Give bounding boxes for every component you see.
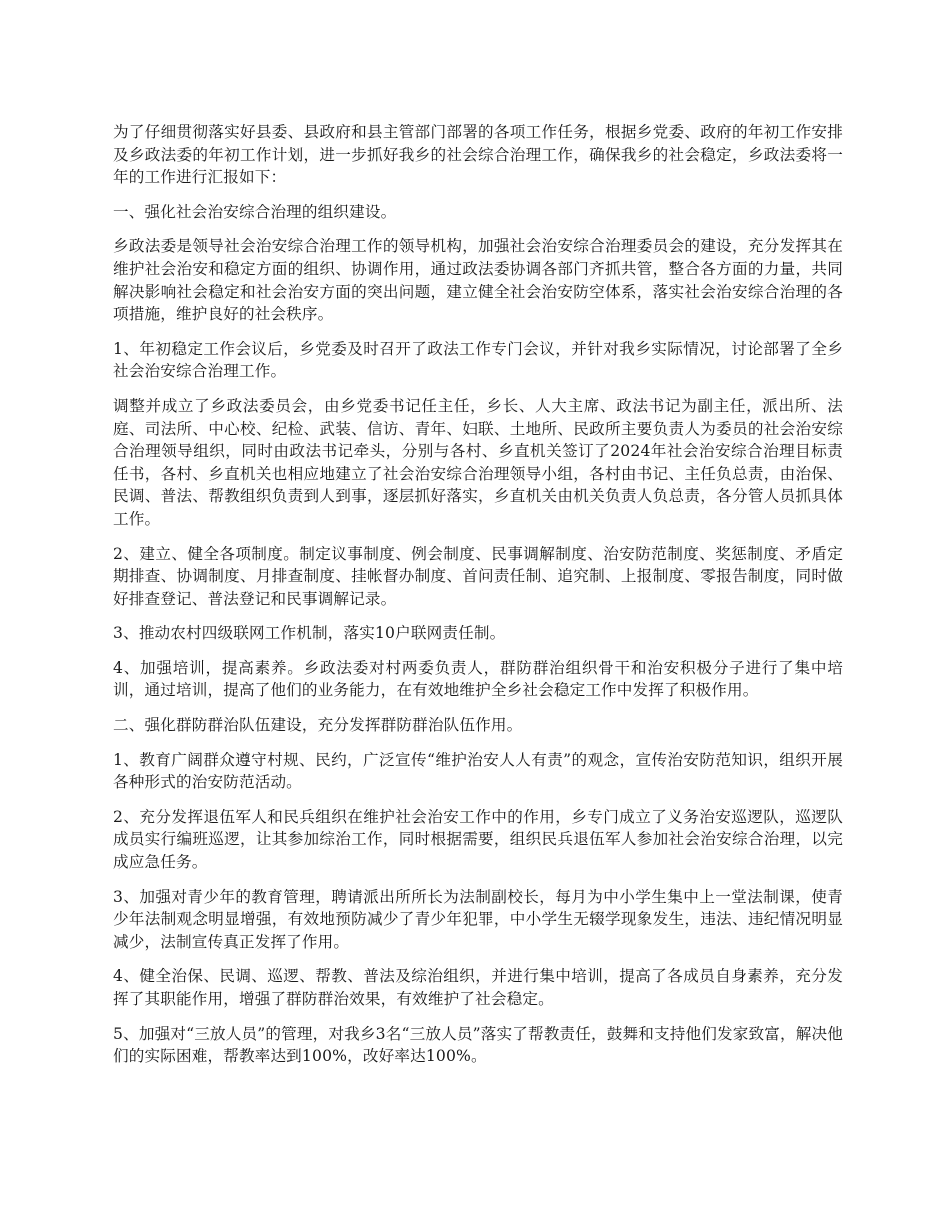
list-item: 4、加强培训，提高素养。乡政法委对村两委负责人，群防群治组织骨干和治安积极分子进行了集中培训，通过培训，提高了他们的业务能力，在有效地维护全乡社会稳定工作中发挥了积极作用。 bbox=[113, 658, 843, 700]
paragraph: 调整并成立了乡政法委员会，由乡党委书记任主任，乡长、人大主席、政法书记为副主任，派出所、法庭、司法所、中心校、纪检、武装、信访、青年、妇联、土地所、民政所主要负责人为委员的社会治安综合治理领导组织，同时由政法书记牵头，分别与各村、乡直机关签订了2024年社会治安综合治理目标责任书，各村、乡直机关也相应地建立了社会治安综合治理领导小组，各村由书记、主任负总责，由治保、民调、普法、帮教组织负责到人到事，逐层抓好落实，乡直机关由机关负责人负总责，各分管人员抓具体工作。 bbox=[113, 396, 843, 528]
paragraph: 乡政法委是领导社会治安综合治理工作的领导机构，加强社会治安综合治理委员会的建设，充分发挥其在维护社会治安和稳定方面的组织、协调作用，通过政法委协调各部门齐抓共管，整合各方面的力量，共同解决影响社会稳定和社会治安方面的突出问题，建立健全社会治安防空体系，落实社会治安综合治理的各项措施，维护良好的社会秩序。 bbox=[113, 237, 843, 324]
section-heading-2: 二、强化群防群治队伍建设，充分发挥群防群治队伍作用。 bbox=[113, 716, 523, 735]
list-item: 1、年初稳定工作会议后，乡党委及时召开了政法工作专门会议，并针对我乡实际情况，讨论部署了全乡社会治安综合治理工作。 bbox=[113, 339, 843, 381]
list-item: 5、加强对“三放人员”的管理，对我乡3名“三放人员”落实了帮教责任，鼓舞和支持他们发家致富，解决他们的实际困难，帮教率达到100%，改好率达100%。 bbox=[113, 1024, 843, 1066]
list-item: 1、教育广阔群众遵守村规、民约，广泛宣传“维护治安人人有责”的观念，宣传治安防范知识，组织开展各种形式的治安防范活动。 bbox=[113, 750, 843, 792]
document-body bbox=[113, 121, 843, 1080]
list-item: 4、健全治保、民调、巡逻、帮教、普法及综治组织，并进行集中培训，提高了各成员自身素养，充分发挥了其职能作用，增强了群防群治效果，有效维护了社会稳定。 bbox=[113, 967, 843, 1008]
intro-paragraph: 为了仔细贯彻落实好县委、县政府和县主管部门部署的各项工作任务，根据乡党委、政府的年初工作安排及乡政法委的年初工作计划，进一步抓好我乡的社会综合治理工作，确保我乡的社会稳定，乡政法委将一年的工作进行汇报如下： bbox=[113, 123, 843, 187]
section-heading-1: 一、强化社会治安综合治理的组织建设。 bbox=[113, 202, 397, 221]
list-item: 2、建立、健全各项制度。制定议事制度、例会制度、民事调解制度、治安防范制度、奖惩制度、矛盾定期排查、协调制度、月排查制度、挂帐督办制度、首问责任制、追究制、上报制度、零报告制度，同时做好排查登记、普法登记和民事调解记录。 bbox=[113, 544, 843, 608]
list-item: 2、充分发挥退伍军人和民兵组织在维护社会治安工作中的作用，乡专门成立了义务治安巡逻队，巡逻队成员实行编班巡逻，让其参加综治工作，同时根据需要，组织民兵退伍军人参加社会治安综合治理，以完成应急任务。 bbox=[113, 807, 843, 872]
list-item: 3、加强对青少年的教育管理，聘请派出所所长为法制副校长，每月为中小学生集中上一堂法制课，使青少年法制观念明显增强，有效地预防减少了青少年犯罪，中小学生无辍学现象发生，违法、违纪情况明显减少，法制宣传真正发挥了作用。 bbox=[113, 887, 843, 951]
list-item: 3、推动农村四级联网工作机制，落实10户联网责任制。 bbox=[113, 624, 506, 643]
